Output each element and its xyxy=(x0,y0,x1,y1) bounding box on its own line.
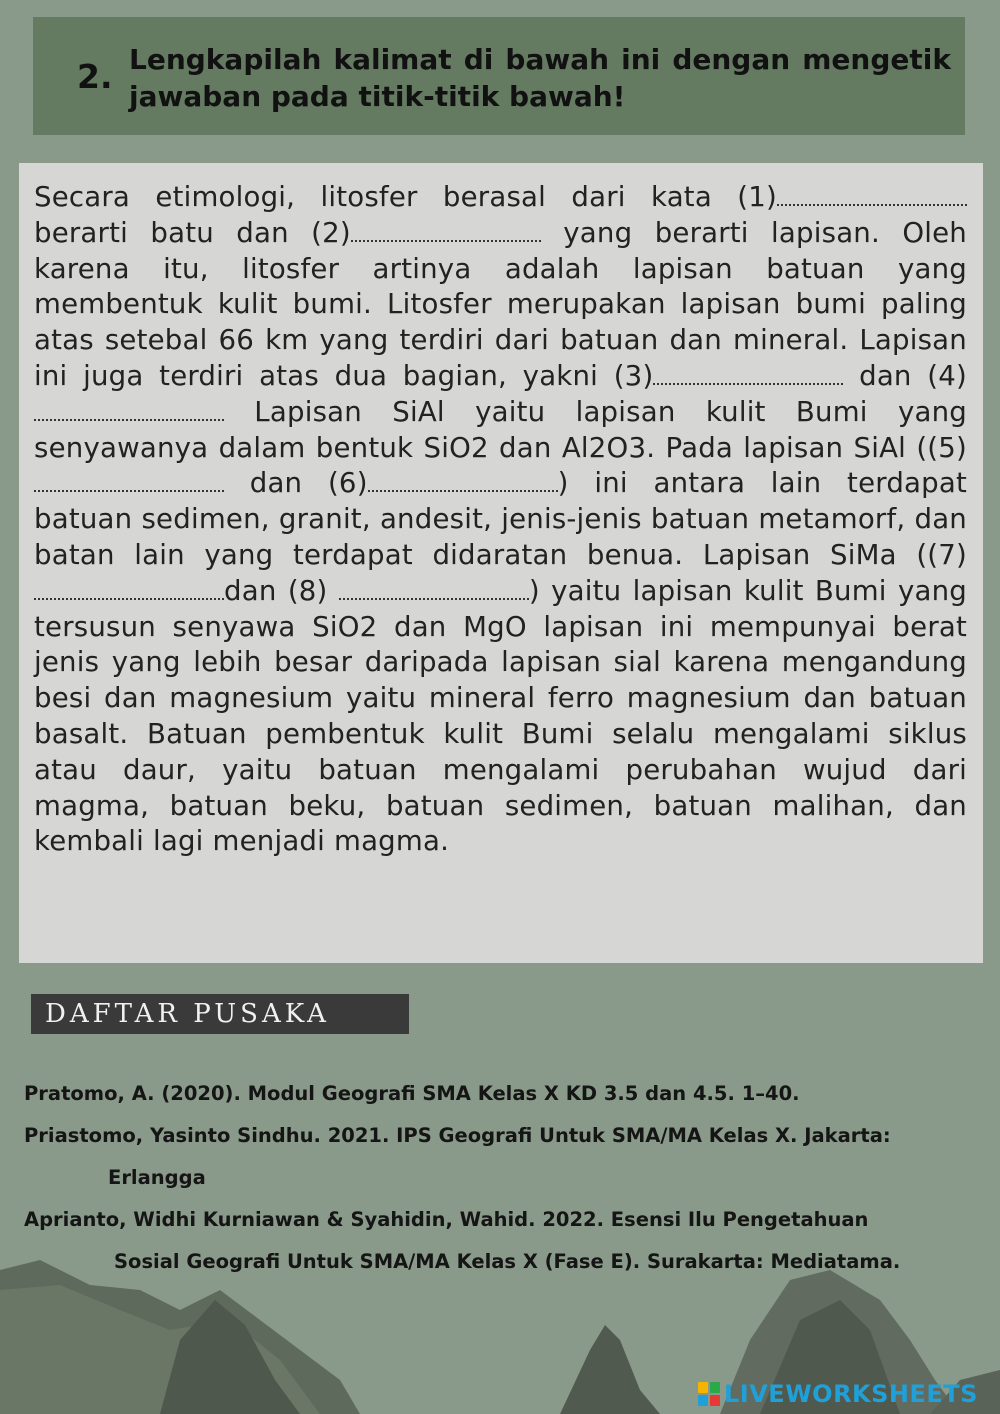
answer-blank-5[interactable] xyxy=(34,470,224,492)
passage-box xyxy=(19,163,983,963)
answer-blank-4[interactable] xyxy=(34,399,224,421)
question-instruction: Lengkapilah kalimat di bawah ini dengan mengetik jawaban pada titik-titik bawah! xyxy=(129,43,951,113)
references-title-box xyxy=(31,994,409,1034)
references-list xyxy=(24,1073,984,1283)
question-number: 2. xyxy=(77,57,113,96)
liveworksheets-watermark[interactable] xyxy=(698,1380,978,1408)
passage-segment-4: dan (4) xyxy=(843,358,967,392)
passage-segment-5: Lapisan SiAl yaitu lapisan kulit Bumi yang senyawanya dalam bentuk SiO2 dan Al2O3. Pada lapisan SiAl ((5) xyxy=(34,394,967,464)
liveworksheets-logo-icon xyxy=(698,1382,720,1406)
reference-item xyxy=(24,1073,984,1115)
reference-line: Priastomo, Yasinto Sindhu. 2021. IPS Geografi Untuk SMA/MA Kelas X. Jakarta: xyxy=(24,1124,891,1147)
answer-blank-7[interactable] xyxy=(34,578,224,600)
answer-blank-1[interactable] xyxy=(777,184,967,206)
reference-line-continued: Sosial Geografi Untuk SMA/MA Kelas X (Fase E). Surakarta: Mediatama. xyxy=(114,1250,901,1273)
reference-line: Pratomo, A. (2020). Modul Geografi SMA Kelas X KD 3.5 dan 4.5. 1–40. xyxy=(24,1082,800,1105)
references-title: DAFTAR PUSAKA xyxy=(45,999,330,1029)
answer-blank-8[interactable] xyxy=(339,578,529,600)
answer-blank-2[interactable] xyxy=(351,220,541,242)
passage-segment-2: berarti batu dan (2) xyxy=(34,215,351,249)
watermark-text: LIVEWORKSHEETS xyxy=(724,1380,978,1408)
passage-segment-6: dan (6) xyxy=(224,466,368,500)
reference-line: Aprianto, Widhi Kurniawan & Syahidin, Wahid. 2022. Esensi Ilu Pengetahuan xyxy=(24,1208,869,1231)
question-header xyxy=(33,17,965,135)
passage-text xyxy=(34,179,967,859)
passage-segment-8: dan (8) xyxy=(224,573,339,607)
reference-item xyxy=(24,1199,984,1283)
answer-blank-3[interactable] xyxy=(653,363,843,385)
passage-segment-7: ) ini antara lain terdapat batuan sedimen, granit, andesit, jenis-jenis batuan metamorf, dan batan lain yang terdapat didaratan benua. Lapisan SiMa ((7) xyxy=(34,466,967,571)
passage-segment-1: Secara etimologi, litosfer berasal dari kata (1) xyxy=(34,180,777,213)
answer-blank-6[interactable] xyxy=(368,470,558,492)
reference-item xyxy=(24,1115,984,1199)
passage-segment-9: ) yaitu lapisan kulit Bumi yang tersusun senyawa SiO2 dan MgO lapisan ini mempunyai berat jenis yang lebih besar daripada lapisan sial karena mengandung besi dan magnesium yaitu mineral ferro magnesium dan batuan basalt. Batuan pembentuk kulit Bumi selalu mengalami siklus atau daur, yaitu batuan mengalami perubahan wujud dari magma, batuan beku, batuan sedimen, batuan malihan, dan kembali lagi menjadi magma. xyxy=(34,573,967,858)
passage-segment-3: yang berarti lapisan. Oleh karena itu, litosfer artinya adalah lapisan batuan yang membentuk kulit bumi. Litosfer merupakan lapisan bumi paling atas setebal 66 km yang terdiri dari batuan dan mineral. Lapisan ini juga terdiri atas dua bagian, yakni (3) xyxy=(34,215,967,392)
reference-line-continued: Erlangga xyxy=(108,1166,206,1189)
